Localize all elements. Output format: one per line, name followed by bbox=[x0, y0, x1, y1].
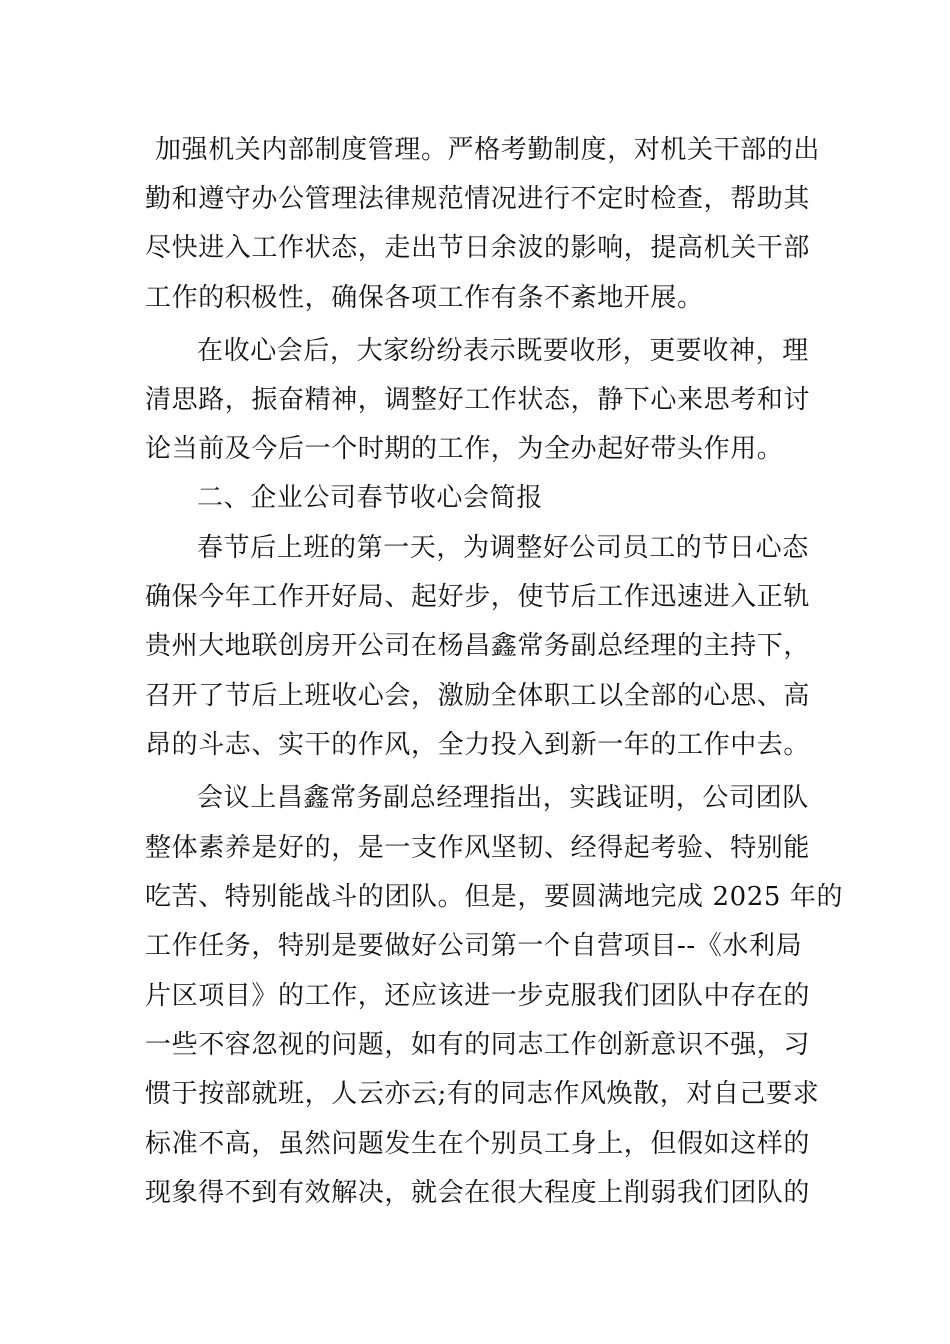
text-line: 吃苦、特别能战斗的团队。但是，要圆满地完成 2025 年的 bbox=[145, 882, 844, 912]
text-line: 现象得不到有效解决，就会在很大程度上削弱我们团队的 bbox=[145, 1178, 811, 1208]
text-line: 贵州大地联创房开公司在杨昌鑫常务副总经理的主持下， bbox=[145, 631, 811, 661]
text-line: 论当前及今后一个时期的工作，为全办起好带头作用。 bbox=[145, 434, 784, 464]
paragraph-first-line: 春节后上班的第一天，为调整好公司员工的节日心态 bbox=[197, 533, 809, 563]
text-line: 标准不高，虽然问题发生在个别员工身上，但假如这样的 bbox=[145, 1129, 811, 1159]
text-line: 召开了节后上班收心会，激励全体职工以全部的心思、高 bbox=[145, 681, 811, 711]
text-line: 昂的斗志、实干的作风，全力投入到新一年的工作中去。 bbox=[145, 730, 811, 760]
text-line: 工作任务，特别是要做好公司第一个自营项目--《水利局 bbox=[145, 931, 803, 961]
text-line: 尽快进入工作状态，走出节日余波的影响，提高机关干部 bbox=[145, 233, 811, 263]
paragraph-first-line: 会议上昌鑫常务副总经理指出，实践证明，公司团队 bbox=[197, 783, 809, 813]
text-line: 惯于按部就班，人云亦云;有的同志作风焕散，对自己要求 bbox=[145, 1079, 820, 1109]
text-line: 片区项目》的工作，还应该进一步克服我们团队中存在的 bbox=[145, 981, 811, 1011]
paragraph-first-line: 在收心会后，大家纷纷表示既要收形，更要收神，理 bbox=[197, 336, 809, 366]
text-line: 整体素养是好的，是一支作风坚韧、经得起考验、特别能 bbox=[145, 833, 811, 863]
text-line: 确保今年工作开好局、起好步，使节后工作迅速进入正轨 bbox=[145, 582, 811, 612]
text-line: 加强机关内部制度管理。严格考勤制度，对机关干部的出 bbox=[155, 135, 821, 165]
text-line: 一些不容忽视的问题，如有的同志工作创新意识不强，习 bbox=[145, 1030, 811, 1060]
text-line: 勤和遵守办公管理法律规范情况进行不定时检查，帮助其 bbox=[145, 184, 811, 214]
text-line: 工作的积极性，确保各项工作有条不紊地开展。 bbox=[145, 283, 704, 313]
text-line: 清思路，振奋精神，调整好工作状态，静下心来思考和讨 bbox=[145, 385, 811, 415]
section-heading: 二、企业公司春节收心会简报 bbox=[197, 483, 543, 513]
